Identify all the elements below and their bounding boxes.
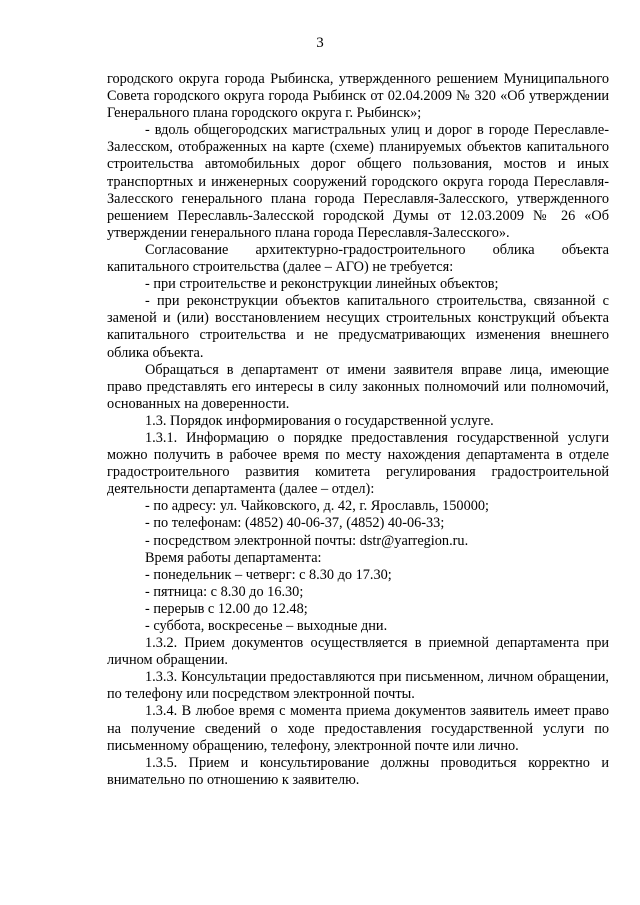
section-heading-1-3: 1.3. Порядок информирования о государственной услуге. xyxy=(145,412,494,429)
document-body xyxy=(107,71,609,789)
list-item-break: - перерыв с 12.00 до 12.48; xyxy=(145,600,308,617)
paragraph-1-3-1: 1.3.1. Информацию о порядке предоставления государственной услуги можно получить в рабочее время по месту нахождения департамента в отделе градостроительного развития комитета регулирования градостроительной деятельности департамента (далее – отдел): xyxy=(107,429,609,498)
list-item-reconstruction: - при реконструкции объектов капитального строительства, связанной с заменой и (или) восстановлением несущих строительных конструкций объекта капитального строительства и не предусматривающих изменения внешнего облика объекта. xyxy=(107,293,609,361)
paragraph-ago-not-required: Согласование архитектурно-градостроительного облика объекта капитального строительства (далее – АГО) не требуется: xyxy=(107,241,609,276)
list-item-mon-thu: - понедельник – четверг: с 8.30 до 17.30; xyxy=(145,566,392,583)
paragraph-1-3-5: 1.3.5. Прием и консультирование должны проводиться корректно и внимательно по отношению к заявителю. xyxy=(107,754,609,788)
working-hours-heading: Время работы департамента: xyxy=(145,549,322,566)
list-item-weekend: - суббота, воскресенье – выходные дни. xyxy=(145,618,388,634)
list-item-email: - посредством электронной почты: dstr@yarregion.ru. xyxy=(145,532,469,549)
list-item-address: - по адресу: ул. Чайковского, д. 42, г. Ярославль, 150000; xyxy=(145,498,489,515)
list-item-phones: - по телефонам: (4852) 40-06-37, (4852) 40-06-33; xyxy=(145,515,445,532)
list-item-linear-objects: - при строительстве и реконструкции линейных объектов; xyxy=(145,276,499,293)
paragraph-1-3-3: 1.3.3. Консультации предоставляются при письменном, личном обращении, по телефону или посредством электронной почты. xyxy=(107,669,609,703)
paragraph-1-3-2: 1.3.2. Прием документов осуществляется в приемной департамента при личном обращении. xyxy=(107,635,609,669)
page-number: 3 xyxy=(316,35,324,51)
paragraph-representatives: Обращаться в департамент от имени заявителя вправе лица, имеющие право представлять его интересы в силу законных полномочий или полномочий, основанных на доверенности. xyxy=(107,361,609,412)
paragraph-rybinsk-plan-continuation: городского округа города Рыбинска, утвержденного решением Муниципального Совета городского округа города Рыбинск от 02.04.2009 № 320 «Об утверждении Генерального плана городского округа г. Рыбинск»; xyxy=(107,71,609,122)
paragraph-pereslavl-roads: - вдоль общегородских магистральных улиц и дорог в городе Переславле-Залесском, отображенных на карте (схеме) планируемых объектов капитального строительства автомобильных дорог общего пользования, мостов и иных транспортных и инженерных сооружений городского округа города Переславля-Залесского генерального плана города Переславля-Залесского, утвержденного решением Переславль-Залесской городской Думы от 12.03.2009 № 26 «Об утверждении генерального плана города Переславля-Залесского». xyxy=(107,122,609,241)
list-item-friday: - пятница: с 8.30 до 16.30; xyxy=(145,583,304,600)
paragraph-1-3-4: 1.3.4. В любое время с момента приема документов заявитель имеет право на получение сведений о ходе предоставления государственной услуги по письменному обращению, телефону, электронной почте или лично. xyxy=(107,703,609,754)
